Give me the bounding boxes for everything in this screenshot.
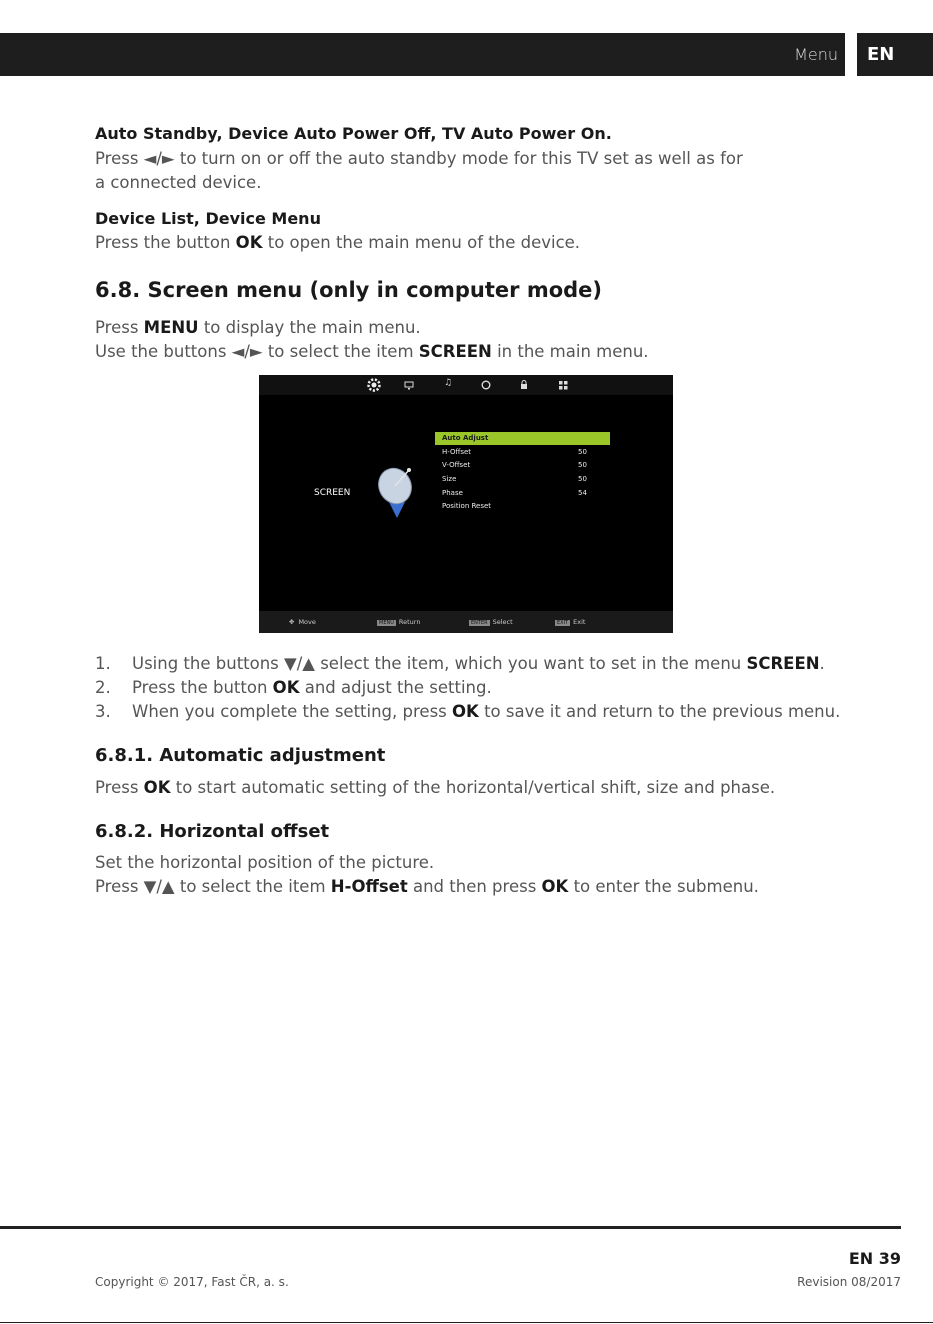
intro-line-2 [95, 340, 649, 364]
tv-menu-item-position-reset[interactable] [435, 500, 610, 513]
auto-standby-line-2: a connected device. [95, 173, 262, 192]
menu-item-label: Phase [442, 489, 463, 497]
header-section-label: Menu [794, 45, 838, 64]
text-run: and adjust the setting. [299, 678, 492, 697]
auto-adjust-text [95, 776, 775, 800]
hint-return [377, 618, 420, 626]
music-note-icon: ♫ [443, 378, 453, 388]
revision: Revision 08/2017 [797, 1275, 901, 1289]
text-run: Press ▼/▲ to select the item [95, 877, 331, 896]
key-ok: OK [235, 233, 263, 252]
tv-menu-item-size[interactable] [435, 473, 610, 486]
text-run: in the main menu. [491, 342, 649, 361]
device-list-heading: Device List, Device Menu [95, 209, 321, 228]
hint-label: Select [492, 618, 513, 626]
text-run: to start automatic setting of the horizontal/vertical shift, size and phase. [170, 778, 776, 797]
header-bar [0, 33, 845, 76]
grid-apps-icon [559, 381, 568, 390]
satellite-dish-icon [375, 462, 419, 520]
menu-item-value: 54 [578, 489, 587, 497]
key-menu: MENU [143, 318, 199, 337]
key-ok: OK [272, 678, 300, 697]
move-arrows-icon: ✥ [289, 618, 295, 626]
text-run: to save it and return to the previous menu. [478, 702, 841, 721]
menu-item-value: 50 [578, 461, 587, 469]
list-number: 1. [95, 654, 111, 673]
key-screen: SCREEN [418, 342, 492, 361]
menu-item-label: Auto Adjust [442, 434, 489, 442]
lock-icon [520, 380, 528, 390]
menu-item-value: 50 [578, 475, 587, 483]
tv-menu-item-h-offset[interactable] [435, 446, 610, 459]
text-run: to display the main menu. [198, 318, 421, 337]
text-run: Press the button [95, 233, 236, 252]
key-ok: OK [143, 778, 171, 797]
copyright: Copyright © 2017, Fast ČR, a. s. [95, 1275, 289, 1289]
h-offset-line-2 [95, 875, 759, 899]
key-h-offset: H-Offset [330, 877, 408, 896]
hint-label: Return [398, 618, 421, 626]
tv-menu-item-phase[interactable] [435, 487, 610, 500]
hint-label: Exit [573, 618, 586, 626]
page-number: EN 39 [848, 1249, 901, 1268]
h-offset-line-1: Set the horizontal position of the picture. [95, 853, 435, 872]
menu-item-label: Position Reset [442, 502, 492, 510]
screen-gear-icon [366, 377, 382, 393]
clock-icon [481, 380, 491, 390]
menu-item-label: H-Offset [442, 448, 472, 456]
device-list-text [95, 231, 580, 255]
section-heading-6-8-1: 6.8.1. Automatic adjustment [95, 745, 386, 766]
text-run: . [819, 654, 825, 673]
text-run: Press [95, 318, 144, 337]
hint-exit [555, 618, 585, 626]
tv-menu-page-title: SCREEN [314, 488, 351, 498]
hint-move [289, 618, 316, 626]
text-run: Press the button [132, 678, 273, 697]
text-run: Using the buttons ▼/▲ select the item, which you want to set in the menu [132, 654, 747, 673]
text-run: Use the buttons ◄/► to select the item [95, 342, 419, 361]
menu-key-icon: MENU [379, 620, 394, 626]
footer-divider [0, 1226, 901, 1229]
monitor-icon [404, 381, 414, 390]
auto-standby-line-1: Press ◄/► to turn on or off the auto standby mode for this TV set as well as for [95, 149, 743, 168]
section-heading-6-8: 6.8. Screen menu (only in computer mode) [95, 278, 603, 302]
list-number: 3. [95, 702, 111, 721]
text-run: When you complete the setting, press [132, 702, 453, 721]
key-screen: SCREEN [746, 654, 820, 673]
menu-item-value: 50 [578, 448, 587, 456]
tv-menu-tabs [259, 375, 673, 395]
menu-item-label: Size [442, 475, 457, 483]
language-tab: EN [857, 33, 933, 76]
tv-menu-hint-bar [259, 611, 673, 633]
enter-key-icon: ENTER [471, 620, 488, 626]
auto-standby-text [95, 147, 743, 195]
hint-select [469, 618, 513, 626]
text-run: Press [95, 778, 144, 797]
text-run: and then press [407, 877, 542, 896]
hint-label: Move [298, 618, 316, 626]
menu-item-label: V-Offset [442, 461, 471, 469]
tv-menu-item-auto-adjust[interactable] [435, 432, 610, 445]
section-heading-6-8-2: 6.8.2. Horizontal offset [95, 821, 330, 842]
key-ok: OK [541, 877, 569, 896]
tv-menu-item-v-offset[interactable] [435, 459, 610, 472]
list-number: 2. [95, 678, 111, 697]
key-ok: OK [452, 702, 479, 721]
h-offset-text [95, 851, 759, 899]
tv-screen-menu-screenshot [259, 375, 673, 633]
auto-standby-heading: Auto Standby, Device Auto Power Off, TV Auto Power On. [95, 124, 612, 143]
text-run: to enter the submenu. [568, 877, 759, 896]
text-run: to open the main menu of the device. [262, 233, 581, 252]
screen-menu-intro [95, 316, 649, 364]
page-bottom-rule [0, 1322, 933, 1323]
exit-key-icon: EXIT [557, 620, 569, 626]
intro-line-1 [95, 316, 649, 340]
